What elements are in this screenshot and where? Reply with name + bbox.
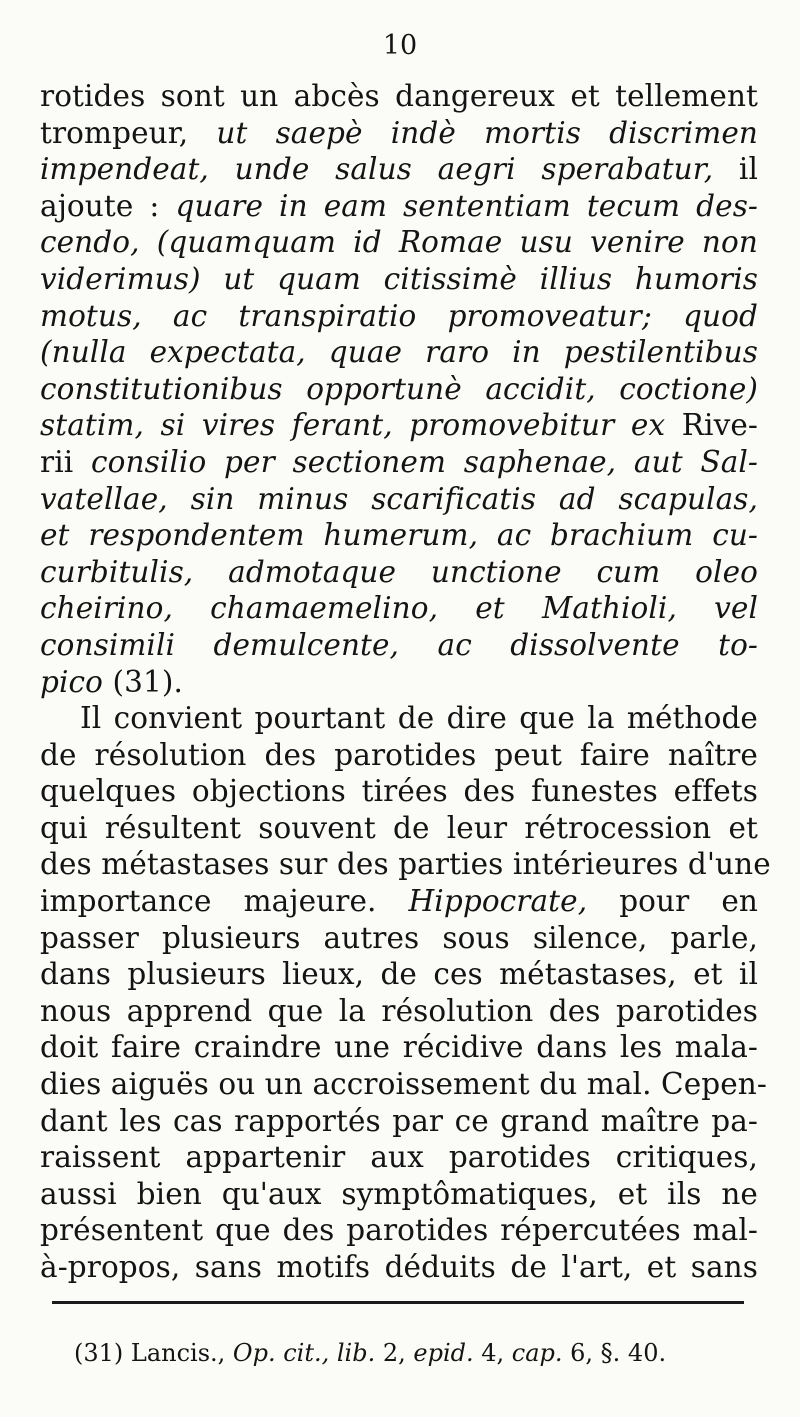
page-number: 10 (382, 30, 418, 61)
text-run: dans plusieurs lieux, de ces métastases, et il (40, 957, 758, 992)
text-run: 6, §. 40. (562, 1339, 667, 1367)
paragraph-hippocrate (40, 700, 771, 1286)
text-run: (31). (103, 664, 183, 699)
italic-text: impendeat, unde salus aegri sperabatur, (40, 152, 714, 187)
text-run: importance majeure. (40, 884, 409, 919)
text-run: doit faire craindre une récidive dans les mala- (40, 1030, 758, 1065)
text-line (40, 846, 771, 883)
text-line (40, 261, 758, 298)
text-run: nous apprend que la résolution des parotides (40, 993, 758, 1028)
text-line (40, 1212, 758, 1249)
text-run: raissent appartenir aux parotides critiques, (40, 1140, 758, 1175)
text-line (40, 407, 758, 444)
text-line (40, 883, 758, 920)
text-line (40, 920, 758, 957)
text-line (40, 1249, 758, 1286)
text-run: dant les cas rapportés par ce grand maître pa- (40, 1103, 758, 1138)
text-line (40, 188, 758, 225)
text-run: quelques objections tirées des funestes effets (40, 774, 758, 809)
text-run: 2, (375, 1339, 414, 1367)
italic-text: Op. cit., lib. (232, 1339, 376, 1367)
text-line (40, 554, 758, 591)
italic-text: statim, si vires ferant, promovebitur ex (40, 408, 666, 443)
body-text (40, 78, 771, 1286)
text-run: à-propos, sans motifs déduits de l'art, et sans (40, 1250, 758, 1284)
text-run: aussi bien qu'aux symptômatiques, et ils ne (40, 1176, 758, 1211)
text-line (40, 334, 758, 371)
italic-text: constitutionibus opportunè accidit, coctione) (40, 371, 758, 406)
footnote-31 (74, 1338, 764, 1368)
text-line (40, 298, 758, 335)
italic-text: quare in eam sententiam tecum des- (175, 188, 758, 223)
text-run: ajoute : (40, 188, 176, 223)
text-line (40, 956, 758, 993)
italic-text: vatellae, sin minus scarificatis ad scapulas, (40, 481, 758, 516)
italic-text: motus, ac transpiratio promoveatur; quod (40, 298, 758, 333)
italic-text: curbitulis, admotaque unctione cum oleo (40, 554, 758, 589)
text-run: Il convient pourtant de dire que la méthode (80, 701, 758, 736)
text-line (40, 737, 758, 774)
text-run: présentent que des parotides répercutées mal- (40, 1213, 758, 1248)
italic-text: (nulla expectata, quae raro in pestilentibus (40, 335, 758, 370)
text-line (40, 590, 758, 627)
text-run: pour en (587, 884, 758, 919)
italic-text: Hippocrate, (408, 884, 588, 919)
text-line (40, 115, 758, 152)
text-line (40, 664, 758, 701)
text-run: il (713, 152, 758, 187)
italic-text: viderimus) ut quam citissimè illius humoris (40, 261, 758, 296)
text-line (40, 1103, 758, 1140)
italic-text: cendo, (quamquam id Romae usu venire non (40, 225, 758, 260)
text-run: (31) Lancis., (74, 1339, 233, 1367)
footnote-rule (52, 1301, 744, 1304)
text-run: des métastases sur des parties intérieures d'une (40, 847, 771, 882)
text-line (40, 444, 758, 481)
text-line (40, 517, 758, 554)
text-line (40, 1066, 767, 1103)
text-line (40, 1029, 758, 1066)
text-line (40, 773, 758, 810)
text-run: Rive- (665, 408, 758, 443)
text-line (40, 78, 758, 115)
italic-text: cap. (511, 1339, 563, 1367)
text-line (40, 700, 758, 737)
italic-text: epid. (413, 1339, 474, 1367)
text-run: rotides sont un abcès dangereux et tellement (40, 79, 758, 113)
text-line (40, 481, 758, 518)
text-line (40, 627, 758, 664)
italic-text: consilio per sectionem saphenae, aut Sal- (91, 444, 758, 479)
text-line (40, 224, 758, 261)
italic-text: cheirino, chamaemelino, et Mathioli, vel (40, 591, 758, 626)
text-line (40, 151, 758, 188)
italic-text: pico (40, 664, 104, 699)
text-run: 4, (473, 1339, 512, 1367)
text-run: qui résultent souvent de leur rétrocession et (40, 810, 758, 845)
text-run: rii (40, 444, 92, 479)
text-line (40, 810, 758, 847)
text-line (40, 993, 758, 1030)
italic-text: et respondentem humerum, ac brachium cu- (40, 518, 758, 553)
text-line (40, 371, 758, 408)
text-run: dies aiguës ou un accroissement du mal. Cepen- (40, 1067, 767, 1102)
text-line (40, 1176, 758, 1213)
text-run: de résolution des parotides peut faire naître (40, 737, 758, 772)
italic-text: ut saepè indè mortis discrimen (216, 115, 758, 150)
paragraph-continuation (40, 78, 758, 700)
text-line (40, 1139, 758, 1176)
italic-text: consimili demulcente, ac dissolvente to- (40, 627, 758, 662)
text-run: passer plusieurs autres sous silence, parle, (40, 920, 758, 955)
text-run: trompeur, (40, 115, 217, 150)
